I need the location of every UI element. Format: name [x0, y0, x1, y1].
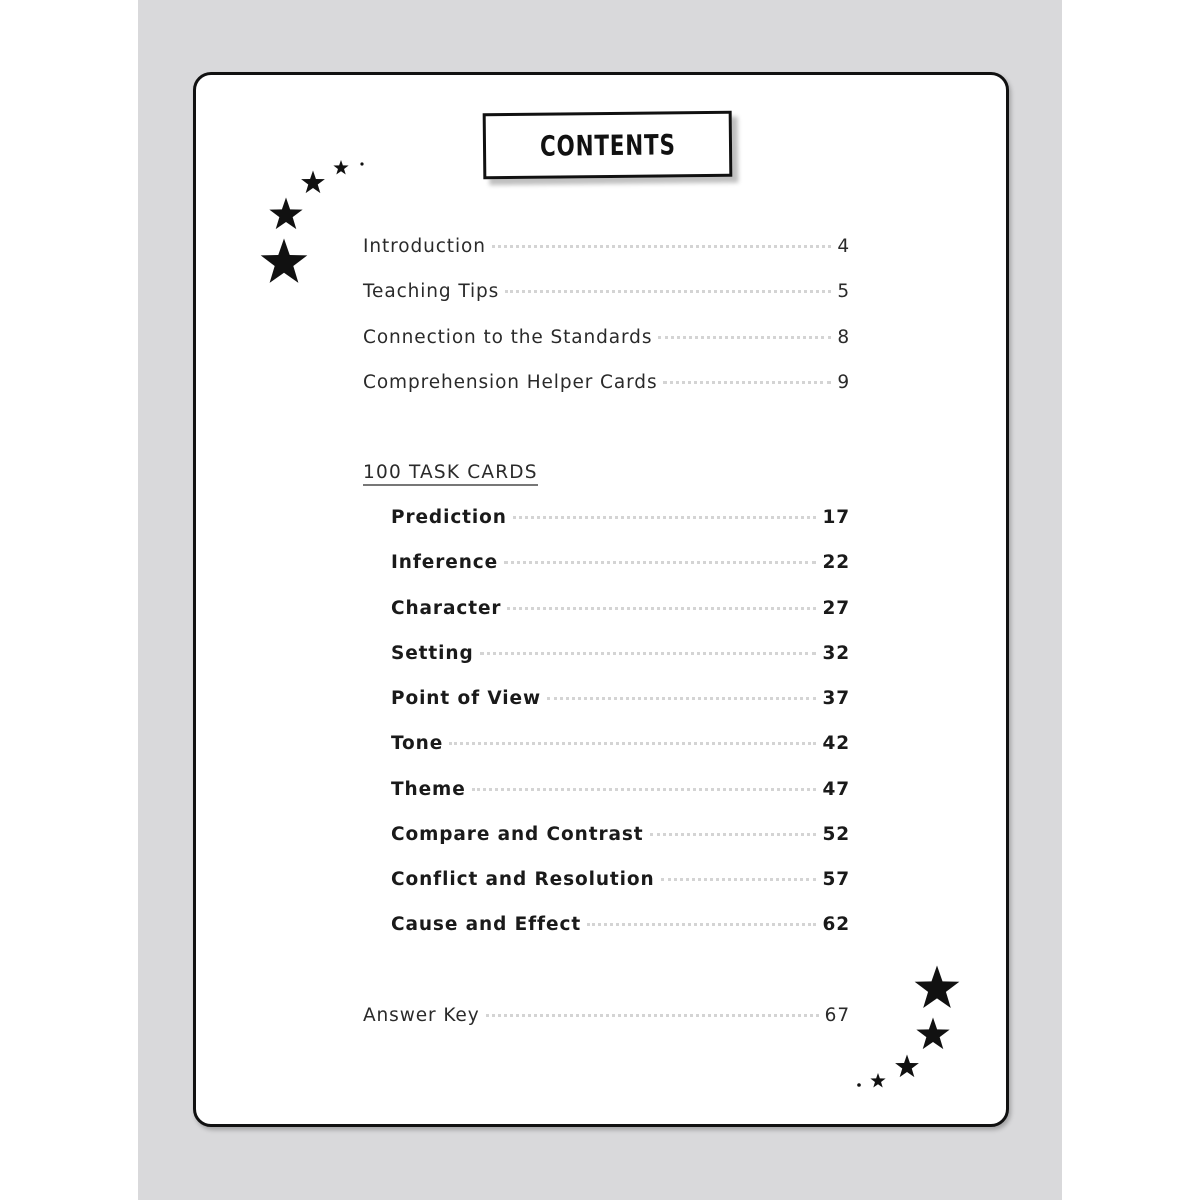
toc-entry-label: Tone [391, 733, 444, 754]
dot-leader [504, 561, 816, 564]
toc-entry-cause-effect[interactable] [391, 914, 850, 935]
toc-entry-label: Character [391, 598, 502, 619]
toc-entry-page: 52 [822, 824, 850, 845]
toc-entry-page: 47 [822, 779, 850, 800]
toc-entry-label: Cause and Effect [391, 914, 582, 935]
toc-entry-point-of-view[interactable] [391, 688, 850, 709]
toc-entry-compare-contrast[interactable] [391, 824, 850, 845]
title-banner [483, 111, 733, 180]
toc-entry-prediction[interactable] [391, 507, 850, 528]
toc-entry-tone[interactable] [391, 733, 850, 754]
toc-entry-page: 57 [822, 869, 850, 890]
toc-entry-label: Inference [391, 552, 499, 573]
toc-entry-conflict-resolution[interactable] [391, 869, 850, 890]
star-trail-top-left-icon [250, 155, 370, 290]
dot-leader [513, 516, 817, 519]
toc-entry-label: Comprehension Helper Cards [363, 372, 658, 393]
toc-entry-label: Prediction [391, 507, 507, 528]
toc-entry-page: 8 [837, 327, 850, 348]
toc-entry-teaching-tips[interactable] [363, 281, 850, 302]
toc-entry-page: 67 [824, 1005, 850, 1026]
toc-entry-label: Compare and Contrast [391, 824, 644, 845]
toc-entry-answer-key[interactable] [363, 1005, 850, 1026]
toc-entry-page: 27 [822, 598, 850, 619]
toc-entry-page: 9 [837, 372, 850, 393]
toc-entry-label: Setting [391, 643, 474, 664]
toc-entry-character[interactable] [391, 598, 850, 619]
toc-entry-theme[interactable] [391, 779, 850, 800]
toc-entry-helper-cards[interactable] [363, 372, 850, 393]
toc-entry-page: 4 [837, 236, 850, 257]
toc-entry-page: 62 [822, 914, 850, 935]
dot-leader [480, 652, 817, 655]
dot-leader [650, 833, 817, 836]
dot-leader [587, 923, 816, 926]
toc-entry-inference[interactable] [391, 552, 850, 573]
toc-entry-setting[interactable] [391, 643, 850, 664]
toc-entry-connection-standards[interactable] [363, 327, 850, 348]
toc-entry-label: Connection to the Standards [363, 327, 653, 348]
toc-entry-page: 32 [822, 643, 850, 664]
dot-leader [661, 878, 817, 881]
toc-entry-label: Point of View [391, 688, 541, 709]
toc-entry-label: Teaching Tips [363, 281, 500, 302]
dot-leader [486, 1014, 819, 1017]
dot-leader [449, 742, 816, 745]
toc-entry-page: 17 [822, 507, 850, 528]
toc-entry-page: 22 [822, 552, 850, 573]
toc-entry-label: Introduction [363, 236, 486, 257]
toc-entry-label: Theme [391, 779, 466, 800]
toc-entry-page: 42 [822, 733, 850, 754]
page-title: CONTENTS [539, 127, 676, 163]
dot-leader [663, 381, 831, 384]
toc-entry-page: 37 [822, 688, 850, 709]
dot-leader [505, 290, 831, 293]
dot-leader [547, 697, 817, 700]
star-trail-bottom-right-icon [850, 960, 970, 1090]
toc-entry-introduction[interactable] [363, 236, 850, 257]
dot-leader [492, 245, 831, 248]
dot-leader [507, 607, 816, 610]
dot-leader [658, 336, 831, 339]
toc-entry-page: 5 [837, 281, 850, 302]
dot-leader [472, 788, 817, 791]
section-heading-task-cards: 100 TASK CARDS [363, 462, 538, 486]
toc-entry-label: Conflict and Resolution [391, 869, 655, 890]
toc-entry-label: Answer Key [363, 1005, 480, 1026]
